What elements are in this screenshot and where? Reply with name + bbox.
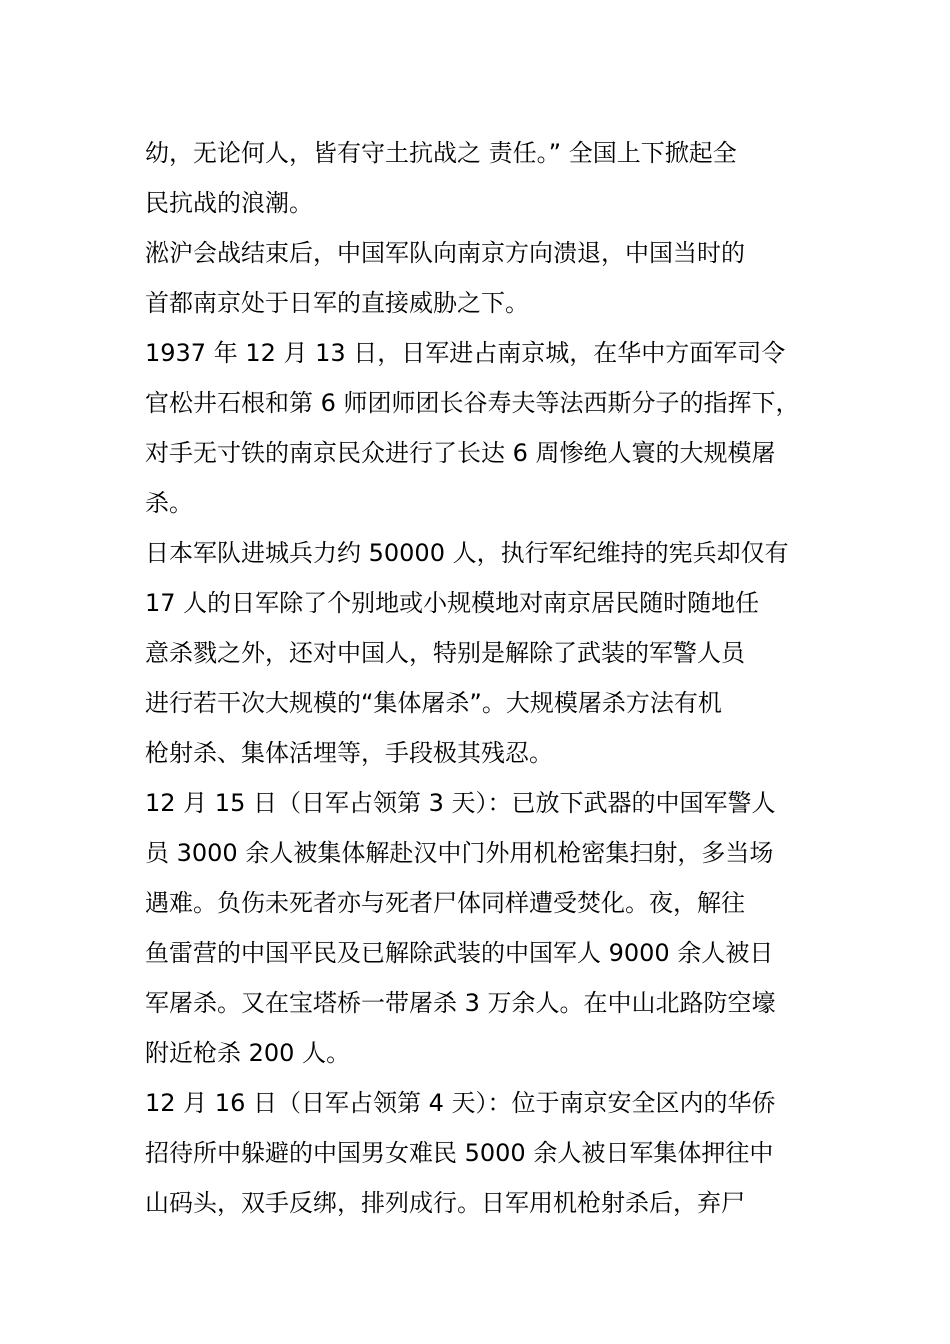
- text-line: 幼，无论何人，皆有守土抗战之 责任。” 全国上下掀起全: [145, 139, 737, 167]
- text-line: 员 3000 余人被集体解赴汉中门外用机枪密集扫射，多当场: [145, 839, 774, 867]
- text-line: 12 月 15 日（日军占领第 3 天）：已放下武器的中国军警人: [145, 789, 776, 817]
- text-line: 军屠杀。又在宝塔桥一带屠杀 3 万余人。在中山北路防空壕: [145, 989, 776, 1017]
- document-body: [145, 128, 815, 1228]
- text-line: 鱼雷营的中国平民及已解除武装的中国军人 9000 余人被日: [145, 939, 774, 967]
- text-line: 17 人的日军除了个别地或小规模地对南京居民随时随地任: [145, 589, 760, 617]
- text-line: 官松井石根和第 6 师团师团长谷寿夫等法西斯分子的指挥下，: [145, 389, 800, 417]
- text-line: 首都南京处于日军的直接威胁之下。: [145, 289, 529, 317]
- text-line: 12 月 16 日（日军占领第 4 天）：位于南京安全区内的华侨: [145, 1089, 776, 1117]
- text-line: 枪射杀、集体活埋等，手段极其残忍。: [145, 739, 553, 767]
- text-line: 对手无寸铁的南京民众进行了长达 6 周惨绝人寰的大规模屠: [145, 439, 776, 467]
- text-line: 附近枪杀 200 人。: [145, 1039, 351, 1067]
- text-line: 1937 年 12 月 13 日，日军进占南京城，在华中方面军司令: [145, 339, 786, 367]
- text-line: 遇难。负伤未死者亦与死者尸体同样遭受焚化。夜，解往: [145, 889, 745, 917]
- text-line: 进行若干次大规模的“集体屠杀”。大规模屠杀方法有机: [145, 689, 722, 717]
- text-line: 杀。: [145, 489, 193, 517]
- text-line: 淞沪会战结束后，中国军队向南京方向溃退，中国当时的: [145, 239, 745, 267]
- text-line: 民抗战的浪潮。: [145, 189, 313, 217]
- text-line: 山码头，双手反绑，排列成行。日军用机枪射杀后，弃尸: [145, 1189, 745, 1217]
- text-line: 招待所中躲避的中国男女难民 5000 余人被日军集体押往中: [145, 1139, 774, 1167]
- text-line: 意杀戮之外，还对中国人，特别是解除了武装的军警人员: [145, 639, 745, 667]
- text-line: 日本军队进城兵力约 50000 人，执行军纪维持的宪兵却仅有: [145, 539, 789, 567]
